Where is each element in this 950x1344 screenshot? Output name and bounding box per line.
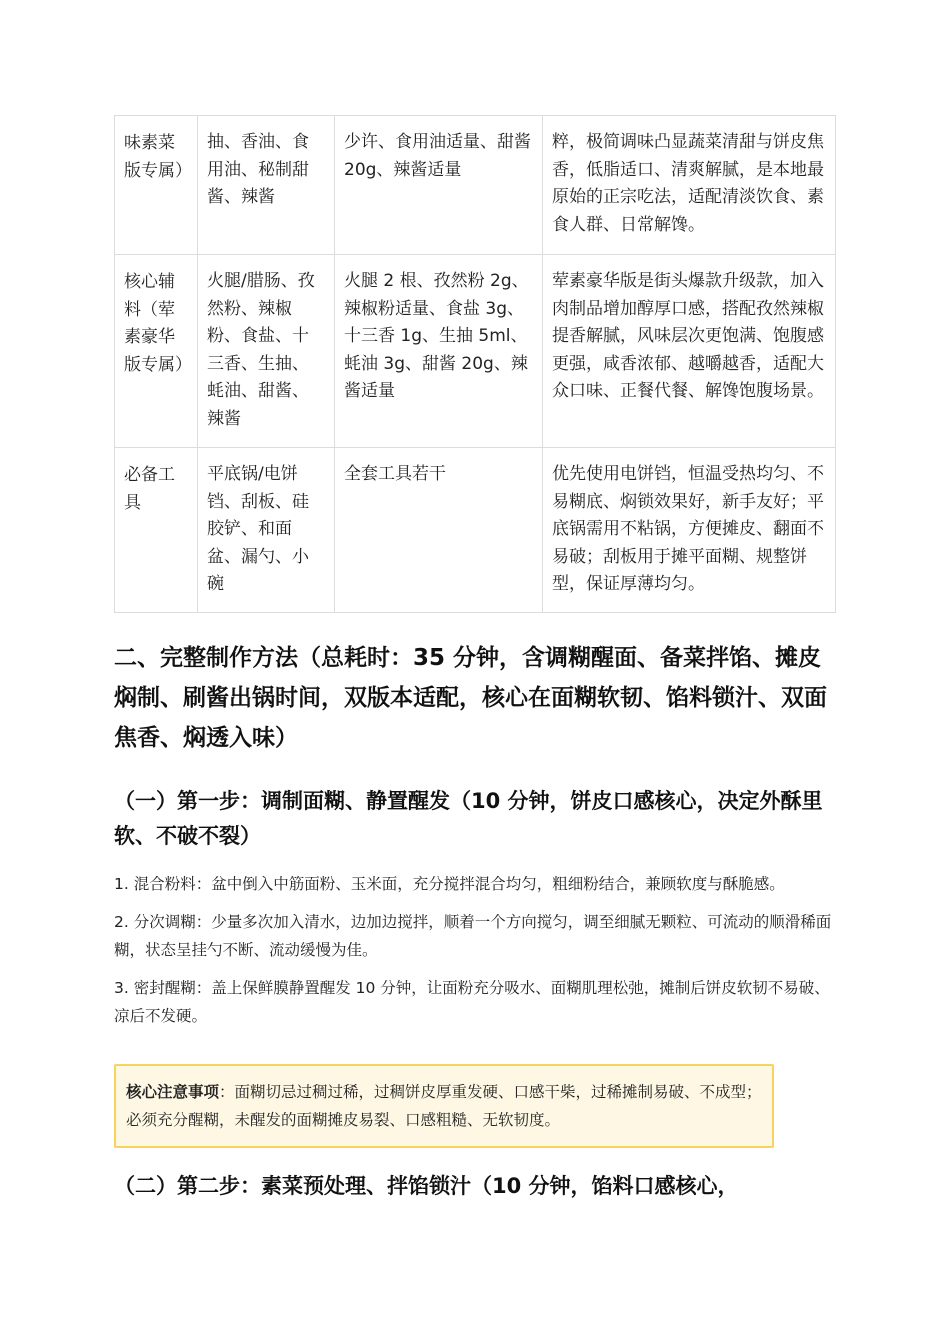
step-heading: （一）第一步：调制面糊、静置醒发（10 分钟，饼皮口感核心，决定外酥里软、不破不裂） (114, 789, 823, 848)
table-cell-description: 优先使用电饼铛，恒温受热均匀、不易糊底、焖锁效果好，新手友好；平底锅需用不粘锅，方便摊皮、翻面不易破；刮板用于摊平面糊、规整饼型，保证厚薄均匀。 (543, 448, 836, 613)
step-heading: （二）第二步：素菜预处理、拌馅锁汁（10 分钟，馅料口感核心， (114, 1174, 739, 1198)
list-item: 3. 密封醒糊：盖上保鲜膜静置醒发 10 分钟，让面粉充分吸水、面糊肌理松弛，摊制后饼皮软韧不易破、凉后不发硬。 (114, 979, 830, 1025)
table-cell-amount: 火腿 2 根、孜然粉 2g、辣椒粉适量、食盐 3g、十三香 1g、生抽 5ml、蚝油 3g、甜酱 20g、辣酱适量 (335, 255, 543, 448)
table-row (115, 448, 836, 613)
table-cell-ingredients: 平底锅/电饼铛、刮板、硅胶铲、和面盆、漏勺、小碗 (198, 448, 335, 613)
table-cell-ingredients: 抽、香油、食用油、秘制甜酱、辣酱 (198, 116, 335, 255)
section-heading: 二、完整制作方法（总耗时：35 分钟，含调糊醒面、备菜拌馅、摊皮焖制、刷酱出锅时间，双版本适配，核心在面糊软韧、馅料锁汁、双面焦香、焖透入味） (114, 645, 827, 751)
table-cell-description: 粹，极简调味凸显蔬菜清甜与饼皮焦香，低脂适口、清爽解腻，是本地最原始的正宗吃法，适配清淡饮食、素食人群、日常解馋。 (543, 116, 836, 255)
list-item: 2. 分次调糊：少量多次加入清水，边加边搅拌，顺着一个方向搅匀，调至细腻无颗粒、可流动的顺滑稀面糊，状态呈挂勺不断、流动缓慢为佳。 (114, 913, 832, 959)
note-label: 核心注意事项 (126, 1083, 220, 1101)
step-list (114, 870, 835, 1040)
table-row (115, 255, 836, 448)
table-cell-amount: 少许、食用油适量、甜酱 20g、辣酱适量 (335, 116, 543, 255)
table-cell-category: 核心辅料（荤素豪华版专属） (115, 255, 198, 448)
table-cell-category: 必备工具 (115, 448, 198, 613)
document-page (114, 115, 835, 1198)
note-text: ：面糊切忌过稠过稀，过稠饼皮厚重发硬、口感干柴，过稀摊制易破、不成型；必须充分醒糊，未醒发的面糊摊皮易裂、口感粗糙、无软韧度。 (126, 1083, 762, 1129)
ingredients-table (114, 115, 836, 613)
table-cell-category: 味素菜版专属） (115, 116, 198, 255)
table-row (115, 116, 836, 255)
table-cell-ingredients: 火腿/腊肠、孜然粉、辣椒粉、食盐、十三香、生抽、蚝油、甜酱、辣酱 (198, 255, 335, 448)
table-cell-amount: 全套工具若干 (335, 448, 543, 613)
list-item: 1. 混合粉料：盆中倒入中筋面粉、玉米面，充分搅拌混合均匀，粗细粉结合，兼顾软度与酥脆感。 (114, 875, 785, 893)
table-cell-description: 荤素豪华版是街头爆款升级款，加入肉制品增加醇厚口感，搭配孜然辣椒提香解腻，风味层次更饱满、饱腹感更强，咸香浓郁、越嚼越香，适配大众口味、正餐代餐、解馋饱腹场景。 (543, 255, 836, 448)
note-callout (114, 1064, 774, 1148)
